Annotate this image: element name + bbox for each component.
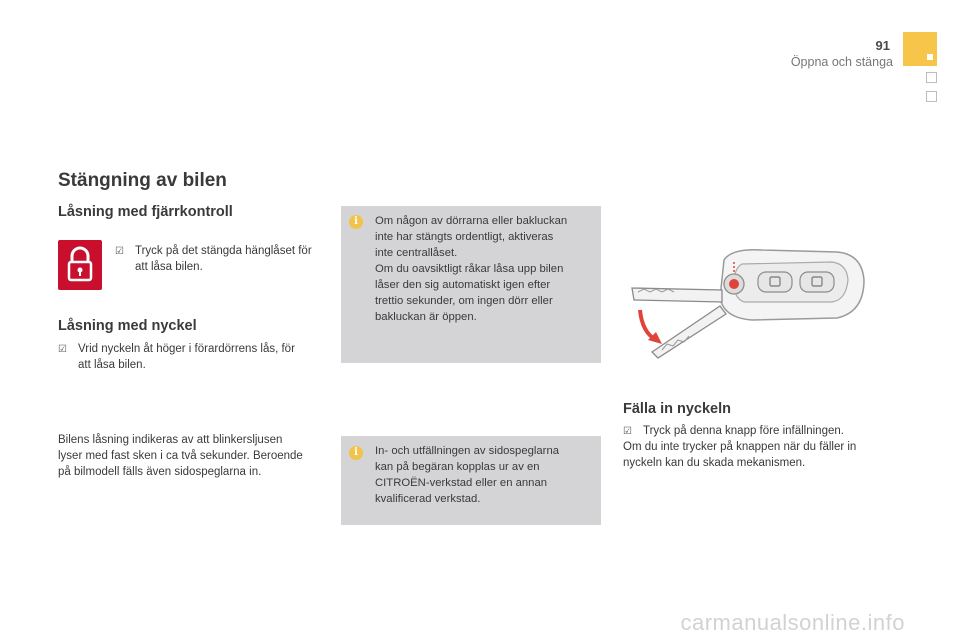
fold-key-warning: Om du inte trycker på knappen när du fäller in nyckeln kan du skada mekanismen. (623, 441, 857, 469)
lock-indication-text: Bilens låsning indikeras av att blinkersljusen lyser med fast sken i ca två sekunder. Beroende på bilmodell fälls även sidospeglarna in. (58, 434, 303, 478)
page-title: Stängning av bilen (58, 170, 227, 191)
key-lock-instruction: ☑ Vrid nyckeln åt höger i förardörrens lås, för att låsa bilen. (58, 343, 295, 371)
page-number: 91 (875, 38, 890, 53)
folding-key-icon (612, 240, 874, 360)
lock-button-illustration (58, 240, 102, 290)
key-lock-heading: Låsning med nyckel (58, 318, 197, 334)
fold-key-heading: Fälla in nyckeln (623, 401, 731, 417)
info-box-text: Om någon av dörrarna eller bakluckan inte har stängts ordentligt, aktiveras inte centrallåset. Om du oavsiktligt råkar låsa upp bilen låser den sig automatiskt igen efter trettio sekunder, om ingen dörr eller bakluckan är öppen. (375, 215, 568, 323)
padlock-icon (58, 240, 102, 290)
remote-lock-heading: Låsning med fjärrkontroll (58, 204, 233, 220)
remote-lock-instruction: ☑ Tryck på det stängda hänglåset för att låsa bilen. (115, 245, 312, 273)
chapter-tab-marker (927, 54, 933, 60)
info-box-text: In- och utfällningen av sidospeglarna kan på begäran kopplas ur av en CITROËN-verkstad eller en annan kvalificerad verkstad. (375, 445, 560, 505)
folding-key-illustration (612, 240, 874, 360)
info-icon: i (349, 215, 363, 229)
chapter-title: Öppna och stänga (790, 55, 893, 69)
bullet-icon: ☑ (58, 344, 67, 355)
chapter-tab-empty-2 (926, 91, 937, 102)
chapter-tab-empty-1 (926, 72, 937, 83)
bullet-icon: ☑ (115, 246, 124, 257)
info-icon: i (349, 446, 363, 460)
bullet-icon: ☑ (623, 426, 632, 437)
fold-key-instruction: ☑ Tryck på denna knapp före infällningen. (623, 423, 893, 440)
watermark: carmanualsonline.info (680, 610, 905, 635)
info-box-central-locking (341, 206, 601, 363)
info-box-mirrors (341, 436, 601, 525)
chapter-tab (903, 32, 937, 66)
